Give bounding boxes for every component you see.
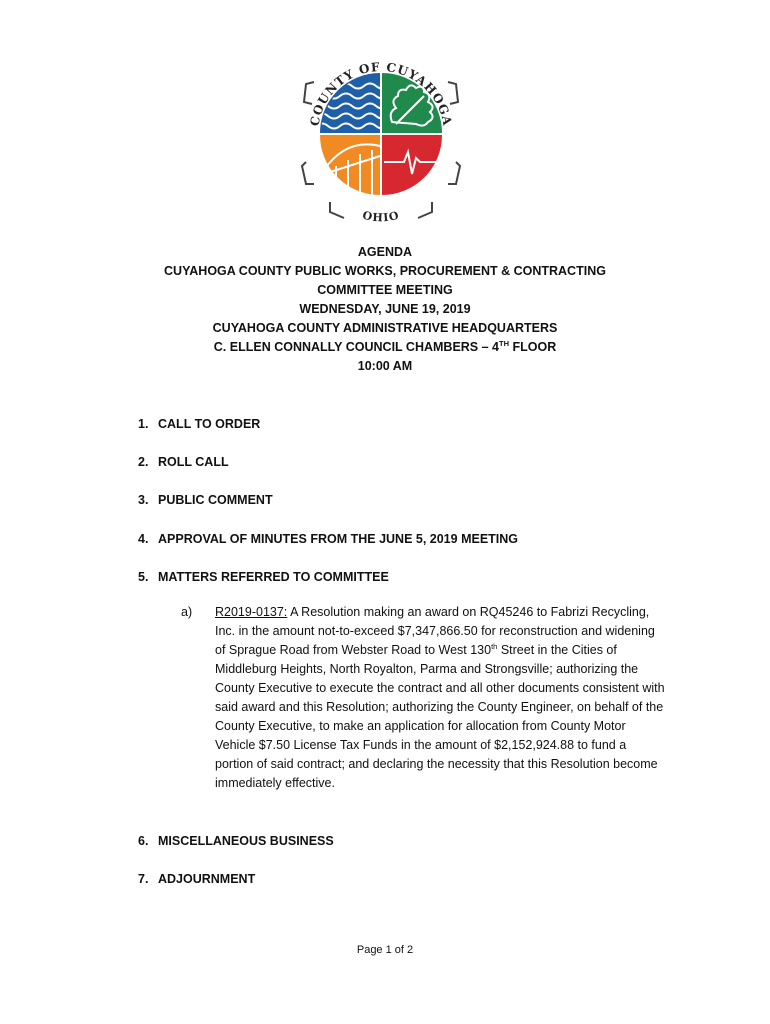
agenda-header — [0, 243, 770, 376]
subitem-letter: a) — [181, 605, 193, 619]
agenda-title: AGENDA — [357, 245, 413, 259]
page-number: Page 1 of 2 — [356, 944, 414, 956]
agenda-item-public-comment: 3. PUBLIC COMMENT — [138, 493, 273, 507]
resolution-reference: R2019-0137: — [215, 605, 288, 619]
agenda-item-call-to-order: 1. CALL TO ORDER — [138, 417, 261, 431]
committee-name: CUYAHOGA COUNTY PUBLIC WORKS, PROCUREMENT & CONTRACTING — [164, 264, 606, 278]
agenda-item-misc-business: 6. MISCELLANEOUS BUSINESS — [138, 834, 334, 848]
meeting-date: WEDNESDAY, JUNE 19, 2019 — [299, 302, 471, 316]
meeting-building: CUYAHOGA COUNTY ADMINISTRATIVE HEADQUARTERS — [212, 321, 558, 335]
agenda-item-approval-of-minutes: 4. APPROVAL OF MINUTES FROM THE JUNE 5, 2019 MEETING — [138, 532, 519, 546]
county-seal-logo — [296, 42, 466, 226]
meeting-type: COMMITTEE MEETING — [317, 283, 453, 297]
health-quadrant — [382, 135, 442, 195]
meeting-time: 10:00 AM — [357, 359, 413, 373]
meeting-room: C. ELLEN CONNALLY COUNCIL CHAMBERS – 4TH FLOOR — [213, 339, 557, 354]
resolution-text: R2019-0137: A Resolution making an award on RQ45246 to Fabrizi Recycling, Inc. in the amount not-to-exceed $7,347,866.50 for reconstruction and widening of Sprague Road from Webster Road to West 130th Street in the Cities of Middleburg Heights, North Royalton, Parma and Strongsville; authorizing the County Executive to execute the contract and all other documents consistent with said award and this Resolution; authorizing the County Engineer, on behalf of the County Executive, to make an application for allocation from County Motor Vehicle $7.50 License Tax Funds in the amount of $2,152,924.88 to fund a portion of said contract; and declaring the necessity that this Resolution become immediately effective. — [215, 605, 665, 790]
seal-top-text: COUNTY OF CUYAHOGA — [307, 59, 455, 128]
agenda-item-adjournment: 7. ADJOURNMENT — [138, 872, 256, 886]
seal-bottom-text: OHIO — [361, 208, 401, 225]
agenda-item-matters-referred: 5. MATTERS REFERRED TO COMMITTEE — [138, 570, 389, 584]
agenda-item-roll-call: 2. ROLL CALL — [138, 455, 229, 469]
